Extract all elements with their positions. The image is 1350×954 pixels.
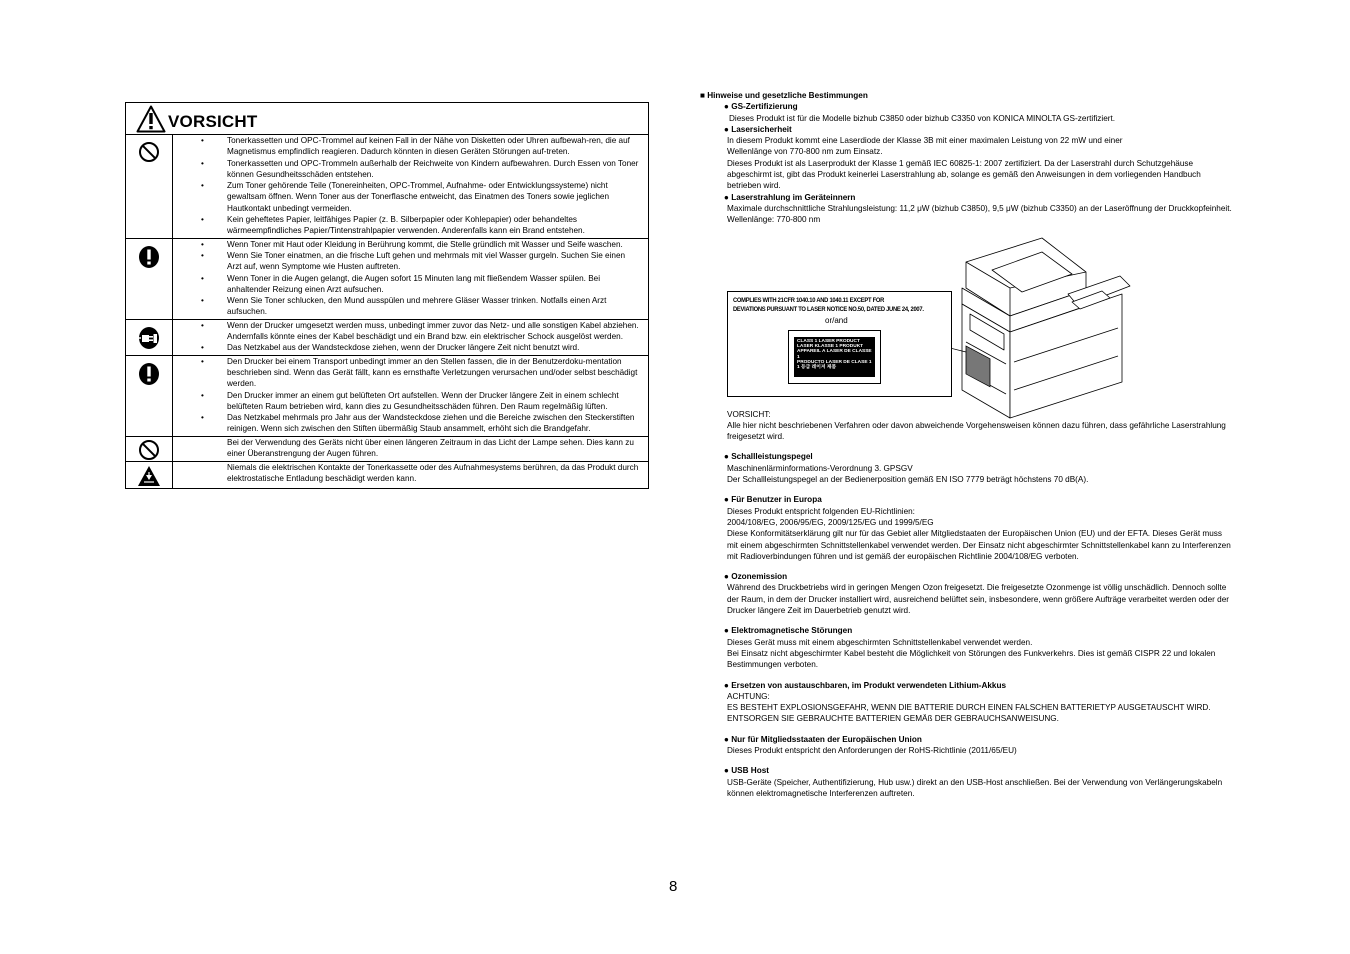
ozone-text: Während des Druckbetriebs wird in geringen Mengen Ozon freigesetzt. Die freigesetzte Ozonmenge ist völlig unschädlich. Dennoch sollte der Raum, in dem der Drucker installiert wird, ausreichend belüftet sein, insbesondere, wenn größere Aufträge verarbeitet werden oder der Drucker längere Zeit im Dauerbetrieb genutzt wird.: [727, 583, 1229, 616]
laser-label-line: LASER KLASSE 1 PRODUKT: [797, 344, 864, 350]
page-number: 8: [669, 878, 678, 895]
list-item: • Kein geheftetes Papier, leitfähiges Papier (z. B. Silberpapier oder Kohlepapier) oder behandeltes wärmeempfindliches Papier/Tintenstrahlpapier verwenden. Anderenfalls kann ein Brand entstehen.: [201, 214, 640, 237]
list-item: • Wenn Sie Toner einatmen, an die frische Luft gehen und mehrmals mit viel Wasser gurgeln. Suchen Sie einen Arzt auf, wenn Symptome wie Husten auftreten.: [201, 250, 640, 273]
prohibited-icon: [138, 439, 160, 461]
laser-label-box: [727, 291, 952, 397]
eu-line: Diese Konformitätserklärung gilt nur für das Gebiet aller Mitgliedstaaten der Europäischen Union (EU) und der EFTA. Dieses Gerät muss mit einem abgeschirmten Schnittstellenkabel verwendet werden. Der Einsatz nicht abgeschirmter Schnittstellenkabel kann zu Interferenzen mit Radioverbindungen führen und ist gemäß der europäischen Richtlinie 2004/108/EG verboten.: [727, 529, 1231, 561]
vorsicht-title: VORSICHT: [168, 112, 258, 131]
comply-line: DEVIATIONS PURSUANT TO LASER NOTICE NO.50, DATED JUNE 24, 2007.: [733, 306, 924, 313]
mandatory-icon: [138, 245, 160, 269]
list-item: • Das Netzkabel aus der Wandsteckdose ziehen, wenn der Drucker längere Zeit nicht benutzt wird.: [201, 342, 640, 353]
vorsicht-row: [126, 462, 648, 488]
laser-text-1a: In diesem Produkt kommt eine Laserdiode der Klasse 3B mit einer maximalen Leistung von 22 mW und einer: [727, 136, 1123, 146]
laser-label-line: APPAREIL A LASER DE CLASSE 1: [797, 349, 872, 360]
laser-title: ● Lasersicherheit: [724, 124, 792, 134]
electrostatic-icon: [137, 464, 161, 488]
emi-line: Bei Einsatz nicht abgeschirmter Kabel besteht die Möglichkeit von Störungen des Funkverkehrs. Dies ist gemäß CISPR 22 und lokalen Bestimmungen verboten.: [727, 648, 1216, 670]
vorsicht-row: [126, 135, 648, 239]
list-item: • Das Netzkabel mehrmals pro Jahr aus der Wandsteckdose ziehen und die Bereiche zwischen den Steckerstiften reinigen. Wenn sich zwischen den Stiften übermäßig Staub ansammelt, erhöht sich die Brandgefahr.: [201, 412, 640, 435]
vorsicht-row: [126, 437, 648, 462]
list-item: • Tonerkassetten und OPC-Trommeln außerhalb der Reichweite von Kindern aufbewahren. Durch Essen von Toner können Gesundheitsschäden entstehen.: [201, 158, 640, 181]
noise-line: Maschinenlärminformations-Verordnung 3. GPSGV: [727, 463, 913, 473]
list-item: • Wenn der Drucker umgesetzt werden muss, unbedingt immer zuvor das Netz- und alle sonstigen Kabel abziehen. Andernfalls könnte eines der Kabel beschädigt und ein Brand bzw. ein elektrischer Schock ausgelöst werden.: [201, 320, 640, 343]
usb-title: ● USB Host: [724, 766, 769, 776]
eu-line: Dieses Produkt entspricht folgenden EU-Richtlinien:: [727, 506, 915, 516]
list-item: • Wenn Sie Toner schlucken, den Mund ausspülen und mehrere Gläser Wasser trinken. Notfalls einen Arzt aufsuchen.: [201, 295, 640, 318]
list-item: • Den Drucker bei einem Transport unbedingt immer an den Stellen fassen, die in der Benutzerdoku-mentation beschrieben sind. Wenn das Gerät fällt, kann es ernsthafte Verletzungen verursachen und/oder selbst beschädigt werden.: [201, 356, 640, 390]
laser-label-line: CLASS 1 LASER PRODUCT: [797, 339, 860, 344]
battery-line: ACHTUNG:: [727, 691, 770, 701]
list-item: • Wenn Toner mit Haut oder Kleidung in Berührung kommt, die Stelle gründlich mit Wasser und Seife waschen.: [201, 239, 640, 250]
laser-label-line: 1 등급 레이저 제품: [797, 365, 837, 371]
vorsicht-row: [126, 239, 648, 320]
laser-text-1b: Wellenlänge von 770-800 nm zum Einsatz.: [727, 147, 883, 157]
battery-title: ● Ersetzen von austauschbaren, im Produkt verwendeten Lithium-Akkus: [724, 680, 1007, 690]
prohibited-icon: [138, 141, 160, 163]
list-item: • Tonerkassetten und OPC-Trommel auf keinen Fall in der Nähe von Disketten oder Uhren aufbewah-ren, die auf Magnetismus empfindlich reagieren. Dadurch könnten in diesen Geräten Störungen auf-treten.: [201, 135, 640, 158]
caution-title: VORSICHT:: [727, 409, 771, 419]
row-text: Niemals die elektrischen Kontakte der Tonerkassette oder des Aufnahmesystems berühren, da das Produkt durch elektrostatische Entladung beschädigt werden kann.: [227, 462, 639, 484]
vorsicht-header: [126, 103, 648, 135]
vorsicht-row: [126, 320, 648, 356]
row-text: Bei der Verwendung des Geräts nicht über einen längeren Zeitraum in das Licht der Lampe sehen. Dies kann zu einer Überanstrengung der Augen führen.: [227, 437, 634, 459]
vorsicht-row: [126, 356, 648, 437]
battery-line: ES BESTEHT EXPLOSIONSGEFAHR, WENN DIE BATTERIE DURCH EINEN FALSCHEN BATTERIETYP AUSGETAUSCHT WIRD. ENTSORGEN SIE GEBRAUCHTE BATTERIEN GEMÄß DER GEBRAUCHSANWEISUNG.: [727, 703, 1211, 724]
caution-text: Alle hier nicht beschriebenen Verfahren oder davon abweichende Vorgehensweisen können dazu führen, dass gefährliche Laserstrahlung freigesetzt wird.: [727, 420, 1226, 442]
class1-laser-label: [788, 330, 881, 384]
eu-line: 2004/108/EG, 2006/95/EG, 2009/125/EG und 1999/5/EG: [727, 517, 934, 527]
radiation-title: ● Laserstrahlung im Geräteinnern: [724, 192, 856, 202]
unplug-icon: [138, 326, 160, 350]
rohs-title: ● Nur für Mitgliedsstaaten der Europäischen Union: [724, 734, 922, 744]
list-item: • Zum Toner gehörende Teile (Tonereinheiten, OPC-Trommel, Aufnahme- oder Entwicklungssysteme) nicht gewaltsam öffnen. Wenn Toner aus der Tonerflasche entweicht, das Einatmen des Toners sowie jeglichen Hautkontakt unbedingt vermeiden.: [201, 180, 640, 214]
list-item: • Den Drucker immer an einem gut belüfteten Ort aufstellen. Wenn der Drucker längere Zeit in einem schlecht belüfteten Raum betrieben wird, kann dies zu Gesundheitsschäden führen. Den Raum regelmäßig lüften.: [201, 390, 640, 413]
printer-illustration: [952, 232, 1132, 422]
laser-label-line: PRODUCTO LASER DE CLASE 1: [797, 359, 872, 365]
comply-line: COMPLIES WITH 21CFR 1040.10 AND 1040.11 EXCEPT FOR: [733, 297, 885, 304]
section-heading: ■ Hinweise und gesetzliche Bestimmungen: [700, 91, 868, 100]
gs-text: Dieses Produkt ist für die Modelle bizhub C3850 oder bizhub C3350 von KONICA MINOLTA GS-zertifiziert.: [729, 113, 1116, 123]
rohs-text: Dieses Produkt entspricht den Anforderungen der RoHS-Richtlinie (2011/65/EU): [727, 745, 1017, 755]
regulatory-notes: [700, 90, 1232, 799]
list-item: • Wenn Toner in die Augen gelangt, die Augen sofort 15 Minuten lang mit fließendem Wasser spülen. Bei anhaltender Reizung einen Arzt aufsuchen.: [201, 273, 640, 296]
noise-line: Der Schallleistungspegel an der Bedienerposition gemäß EN ISO 7779 beträgt höchstens 70 dB(A).: [727, 475, 1089, 485]
eu-title: ● Für Benutzer in Europa: [724, 495, 822, 505]
mandatory-icon: [138, 362, 160, 386]
emi-title: ● Elektromagnetische Störungen: [724, 626, 853, 636]
warning-triangle-icon: [136, 105, 166, 133]
usb-text: USB-Geräte (Speicher, Authentifizierung, Hub usw.) direkt an den USB-Host anschließen. Bei der Verwendung von Verlängerungskabeln können elektromagnetische Interferenzen auftreten.: [727, 777, 1223, 798]
laser-label-figure: [727, 233, 953, 395]
or-and-text: or/and: [825, 316, 848, 325]
emi-line: Dieses Gerät muss mit einem abgeschirmten Schnittstellenkabel verwendet werden.: [727, 637, 1033, 647]
ozone-title: ● Ozonemission: [724, 572, 788, 582]
vorsicht-table: [125, 102, 649, 489]
gs-title: ● GS-Zertifizierung: [724, 102, 798, 112]
radiation-wavelength: Wellenlänge: 770-800 nm: [727, 215, 821, 225]
radiation-text: Maximale durchschnittliche Strahlungsleistung: 11,2 μW (bizhub C3850), 9,5 μW (bizhub C3350) an der Laseröffnung der Druckkopfeinheit.: [727, 203, 1232, 213]
noise-title: ● Schallleistungspegel: [724, 452, 813, 462]
laser-text-2: Dieses Produkt ist als Laserprodukt der Klasse 1 gemäß IEC 60825-1: 2007 zertifiziert. Da der Laserstrahl durch Schutzgehäuse abgeschirmt ist, gibt das Produkt keinerlei Laserstrahlung ab, solange es gemäß den Anweisungen in dem vorliegenden Handbuch betrieben wird.: [727, 158, 1201, 191]
